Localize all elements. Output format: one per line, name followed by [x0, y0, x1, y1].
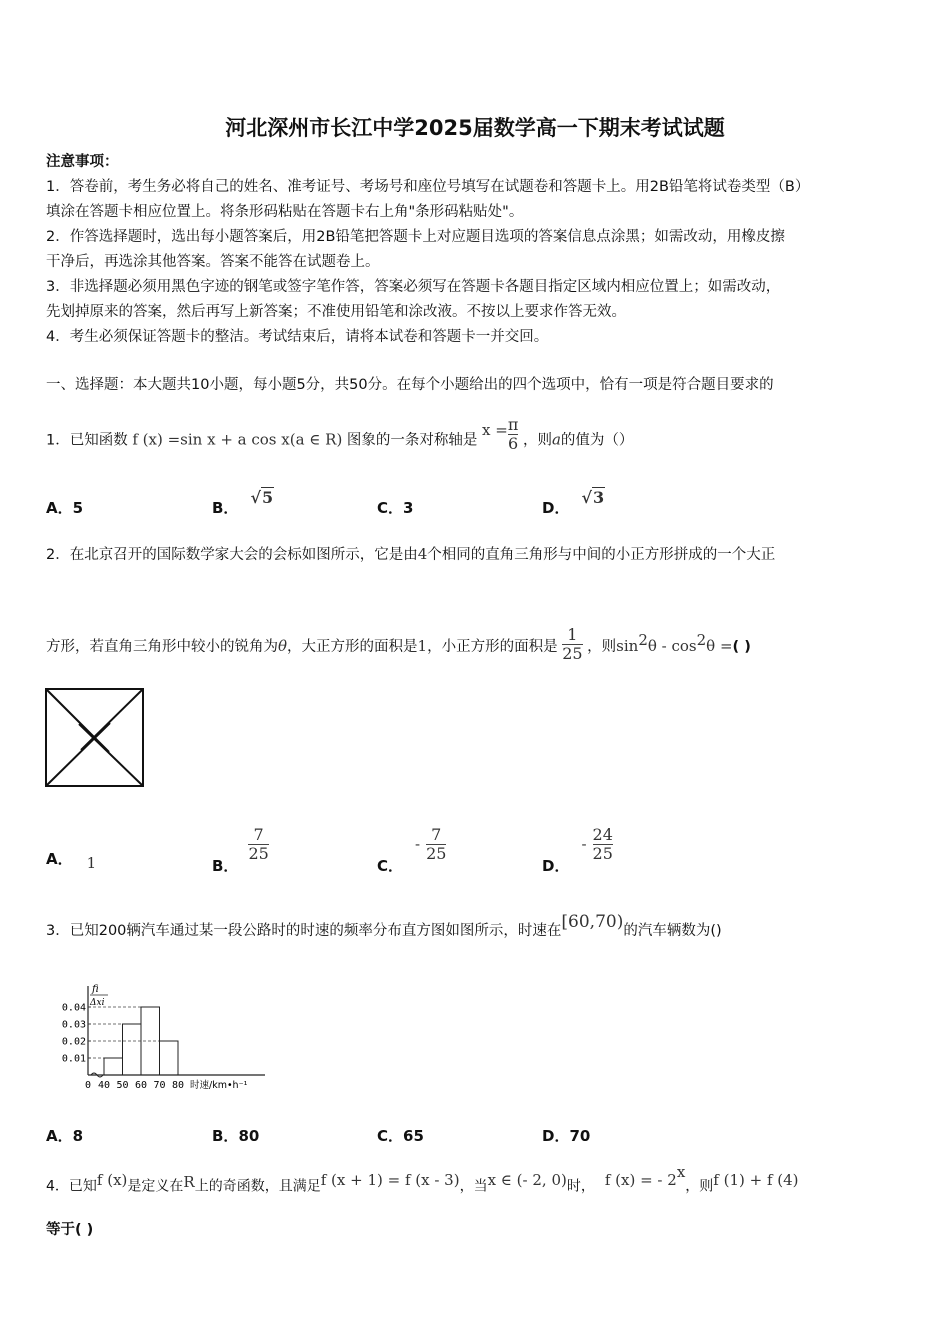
q4-R: R	[183, 1172, 195, 1191]
section-heading: 一、选择题：本大题共10小题，每小题5分，共50分。在每个小题给出的四个选项中，恰有一项是符合题目要求的	[46, 377, 774, 393]
notice-line: 填涂在答题卡相应位置上。将条形码粘贴在答题卡右上角"条形码粘贴处"。	[46, 204, 524, 220]
question-2-line-2: 方形，若直角三角形中较小的锐角为θ，大正方形的面积是1，小正方形的面积是 $\frac{1}{25}$ ，则$\sin^2\theta - \cos^2\theta$ =( )	[46, 625, 751, 664]
notice-line: 干净后，再选涂其他答案。答案不能答在试题卷上。	[46, 254, 380, 270]
q4-text: 4．已知	[46, 1178, 97, 1195]
y-tick-label: 0.02	[61, 1036, 86, 1048]
q1-axis-lhs: x =	[482, 420, 508, 439]
q2-option-a[interactable]: A． 1	[46, 850, 97, 872]
q2-expr: sin	[616, 636, 639, 655]
q2-option-d[interactable]: D．- $\frac{24}{25}$	[542, 825, 613, 875]
question-3	[46, 912, 722, 944]
y-tick-label: 0.04	[61, 1002, 86, 1014]
q2-paren: ( )	[732, 638, 751, 655]
q4-domain: x ∈ (- 2, 0)	[487, 1170, 567, 1189]
x-tick-label: 80	[171, 1080, 185, 1091]
question-1	[46, 415, 634, 459]
q1-axis-fraction	[508, 416, 519, 453]
x-axis-label: 时速/km•h⁻¹	[190, 1080, 248, 1091]
q1-mid: 图象的一条对称轴是	[346, 432, 478, 449]
y-axis-label: Δxi	[90, 998, 105, 1008]
histogram-bar	[160, 1041, 179, 1075]
q1-var: a	[551, 430, 561, 449]
q4-condition: f (x + 1) = f (x - 3)	[320, 1170, 460, 1189]
frequency-histogram	[50, 978, 270, 1096]
q4-text: ，当	[459, 1178, 488, 1195]
q1-option-d[interactable]: D．√3	[542, 488, 605, 517]
page-title: 河北深州市长江中学2025届数学高一下期末考试试题	[225, 116, 725, 140]
q1-prefix: 1．已知函数	[46, 432, 128, 449]
triangle-edge	[79, 724, 143, 786]
q3-option-b[interactable]: B．80	[212, 1127, 260, 1145]
q2-text: ，大正方形的面积是	[287, 638, 418, 655]
x-tick-label: 70	[153, 1080, 166, 1091]
q2-number: 4	[417, 545, 428, 563]
q4-fx: f (x)	[96, 1170, 128, 1189]
q2-option-c[interactable]: C．- $\frac{7}{25}$	[377, 825, 447, 875]
q2-text: 个相同的直角三角形与中间的小正方形拼成的一个大正	[427, 547, 776, 563]
triangle-edge	[81, 689, 143, 750]
q1-suffix-b: 的值为（）	[560, 432, 634, 449]
question-4-line-2: 等于( )	[46, 1222, 94, 1238]
q3-text: 3．已知200辆汽车通过某一段公路时的时速的频率分布直方图如图所示，时速在	[46, 923, 562, 939]
histogram-bar	[104, 1058, 123, 1075]
q4-text: 时，	[566, 1178, 595, 1195]
notice-line: 4．考生必须保证答题卡的整洁。考试结束后，请将本试卷和答题卡一并交回。	[46, 329, 549, 345]
y-tick-label: 0.01	[61, 1053, 86, 1065]
q2-text: 方形，若直角三角形中较小的锐角为	[46, 638, 278, 655]
x-tick-label: 40	[97, 1080, 111, 1091]
notice-line: 3．非选择题必须用黑色字迹的钢笔或签字笔作答，答案必须写在答题卡各题目指定区域内相应位置上；如需改动，	[46, 279, 781, 295]
notice-line: 2．作答选择题时，选出每小题答案后，用2B铅笔把答题卡上对应题目选项的答案信息点涂黑；如需改动，用橡皮擦	[46, 229, 785, 245]
q1-option-b[interactable]: B．√5	[212, 488, 274, 517]
y-axis-label: fi	[92, 984, 99, 995]
question-4	[46, 1163, 799, 1200]
q2-theta: θ	[278, 636, 288, 655]
q2-text: ，则	[587, 638, 617, 655]
q2-expr: θ - cos	[647, 636, 697, 655]
notice-line: 先划掉原来的答案，然后再写上新答案；不准使用铅笔和涂改液。不按以上要求作答无效。	[46, 304, 626, 320]
q4-definition: f (x) = - 2	[604, 1170, 677, 1189]
q3-text: 的汽车辆数为()	[623, 923, 722, 939]
q1-suffix-a: ，则	[522, 432, 552, 449]
q2-option-b[interactable]: B． $\frac{7}{25}$	[212, 825, 269, 875]
histogram-bar	[123, 1024, 142, 1075]
q1-function: f (x) =sin x + a cos x(a ∈ R)	[132, 430, 343, 449]
q4-text: 上的奇函数，且满足	[194, 1178, 321, 1195]
q4-text: ，则	[685, 1178, 714, 1195]
q2-fraction: $\frac{1}{25}$	[562, 625, 583, 664]
q1-option-a[interactable]: A．5	[46, 499, 84, 517]
notice-line: 1．答卷前，考生务必将自己的姓名、准考证号、考场号和座位号填写在试题卷和答题卡上。用2B铅笔将试卷类型（B）	[46, 179, 810, 195]
q4-definition-exponent: x	[676, 1163, 686, 1181]
q2-text: ，小正方形的面积是	[427, 638, 558, 655]
q4-text: 是定义在	[127, 1178, 184, 1195]
question-2-line-1	[46, 542, 775, 568]
q1-axis-den: 6	[507, 434, 519, 453]
notice-heading: 注意事项：	[46, 154, 119, 170]
x-tick-label: 0	[84, 1080, 92, 1091]
triangle-edge	[46, 723, 110, 786]
pinwheel-square-figure	[45, 688, 145, 788]
q2-one: 1	[417, 636, 428, 655]
q1-axis-num: π	[507, 415, 519, 434]
q3-option-d[interactable]: D．70	[542, 1127, 591, 1145]
x-tick-label: 50	[116, 1080, 129, 1091]
x-tick-label: 60	[134, 1080, 148, 1091]
q4-ask: f (1) + f (4)	[713, 1170, 799, 1189]
q3-option-a[interactable]: A．8	[46, 1127, 84, 1145]
q2-expr: θ =	[706, 636, 733, 655]
q3-option-c[interactable]: C．65	[377, 1127, 424, 1145]
q2-text: 2．在北京召开的国际数学家大会的会标如图所示，它是由	[46, 547, 418, 563]
q1-option-c[interactable]: C．3	[377, 499, 414, 517]
q3-interval: [60,70)	[561, 912, 624, 932]
y-tick-label: 0.03	[61, 1019, 86, 1031]
